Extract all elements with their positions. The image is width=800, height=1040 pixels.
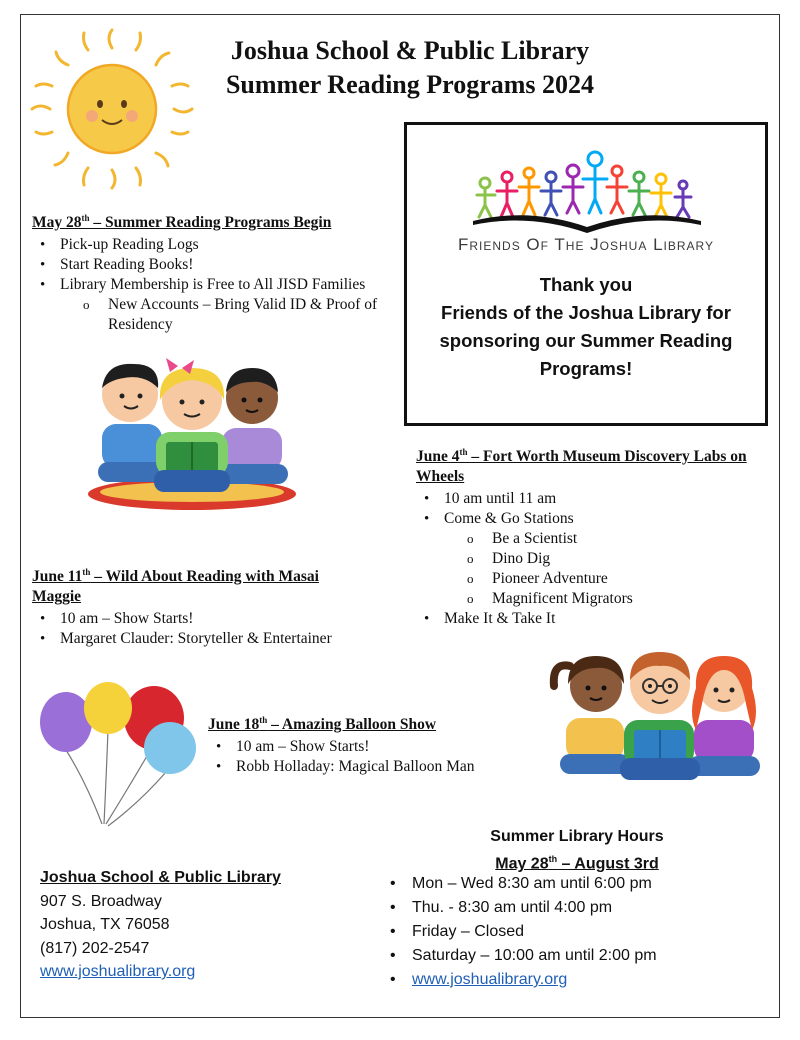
event-heading: May 28th – Summer Reading Programs Begin: [32, 213, 332, 232]
friends-logo-icon: [469, 147, 705, 233]
hours-title: Summer Library Hours: [490, 828, 664, 845]
event-june4: [416, 442, 778, 629]
thanks-line: Programs!: [539, 358, 633, 379]
hours-website-link[interactable]: www.joshualibrary.org: [412, 971, 568, 988]
library-phone: (817) 202-2547: [40, 939, 150, 957]
event-heading: June 11th – Wild About Reading with Masai Maggie: [32, 567, 319, 606]
event-june11: [32, 562, 362, 649]
page-title: [160, 34, 660, 102]
thanks-line: sponsoring our Summer Reading: [439, 330, 733, 351]
list-item: • 10 am – Show Starts!: [208, 737, 538, 757]
hours-list: [388, 872, 657, 992]
list-item: • 10 am until 11 am: [416, 489, 778, 509]
title-line-2: Summer Reading Programs 2024: [225, 70, 595, 99]
sub-list-item: o Be a Scientist: [464, 529, 778, 549]
library-website-link[interactable]: www.joshualibrary.org: [40, 963, 196, 980]
list-item: • Library Membership is Free to All JISD Families: [32, 275, 392, 295]
title-line-1: Joshua School & Public Library: [230, 36, 590, 65]
sponsor-box: [404, 122, 768, 426]
hours-item: • Mon – Wed 8:30 am until 6:00 pm: [388, 872, 657, 896]
hours-item: • Saturday – 10:00 am until 2:00 pm: [388, 944, 657, 968]
library-name: Joshua School & Public Library: [40, 869, 281, 886]
hours-item: • Thu. - 8:30 am until 4:00 pm: [388, 896, 657, 920]
thanks-line: Friends of the Joshua Library for: [441, 302, 731, 323]
kids-reading-icon: [84, 358, 300, 514]
list-item: • Pick-up Reading Logs: [32, 235, 392, 255]
list-item: • Come & Go Stations: [416, 509, 778, 529]
friends-logo-label: Friends Of The Joshua Library: [457, 235, 714, 254]
library-city: Joshua, TX 76058: [40, 916, 170, 933]
event-heading: June 4th – Fort Worth Museum Discovery Labs on Wheels: [416, 447, 747, 486]
event-heading: June 18th – Amazing Balloon Show: [208, 715, 437, 734]
hours-item: [388, 968, 657, 992]
sponsor-thanks-text: [407, 271, 765, 383]
hours-header: [412, 826, 742, 875]
event-june18: [208, 710, 538, 777]
sub-list-item: o New Accounts – Bring Valid ID & Proof of Residency: [80, 295, 392, 335]
sub-list-item: o Dino Dig: [464, 549, 778, 569]
library-contact: [40, 866, 281, 984]
sub-list-item: o Magnificent Migrators: [464, 589, 778, 609]
hours-range: May 28th – August 3rd: [495, 854, 659, 873]
list-item: • Start Reading Books!: [32, 255, 392, 275]
thanks-line: Thank you: [539, 274, 633, 295]
list-item: • 10 am – Show Starts!: [32, 609, 362, 629]
list-item: • Robb Holladay: Magical Balloon Man: [208, 757, 538, 777]
kids-reading-group-icon: [548, 644, 770, 790]
balloons-icon: [36, 682, 204, 832]
list-item: • Make It & Take It: [416, 609, 778, 629]
sub-list-item: o Pioneer Adventure: [464, 569, 778, 589]
list-item: • Margaret Clauder: Storyteller & Entertainer: [32, 629, 362, 649]
hours-item: • Friday – Closed: [388, 920, 657, 944]
event-may28: [32, 208, 392, 335]
library-street: 907 S. Broadway: [40, 892, 162, 910]
